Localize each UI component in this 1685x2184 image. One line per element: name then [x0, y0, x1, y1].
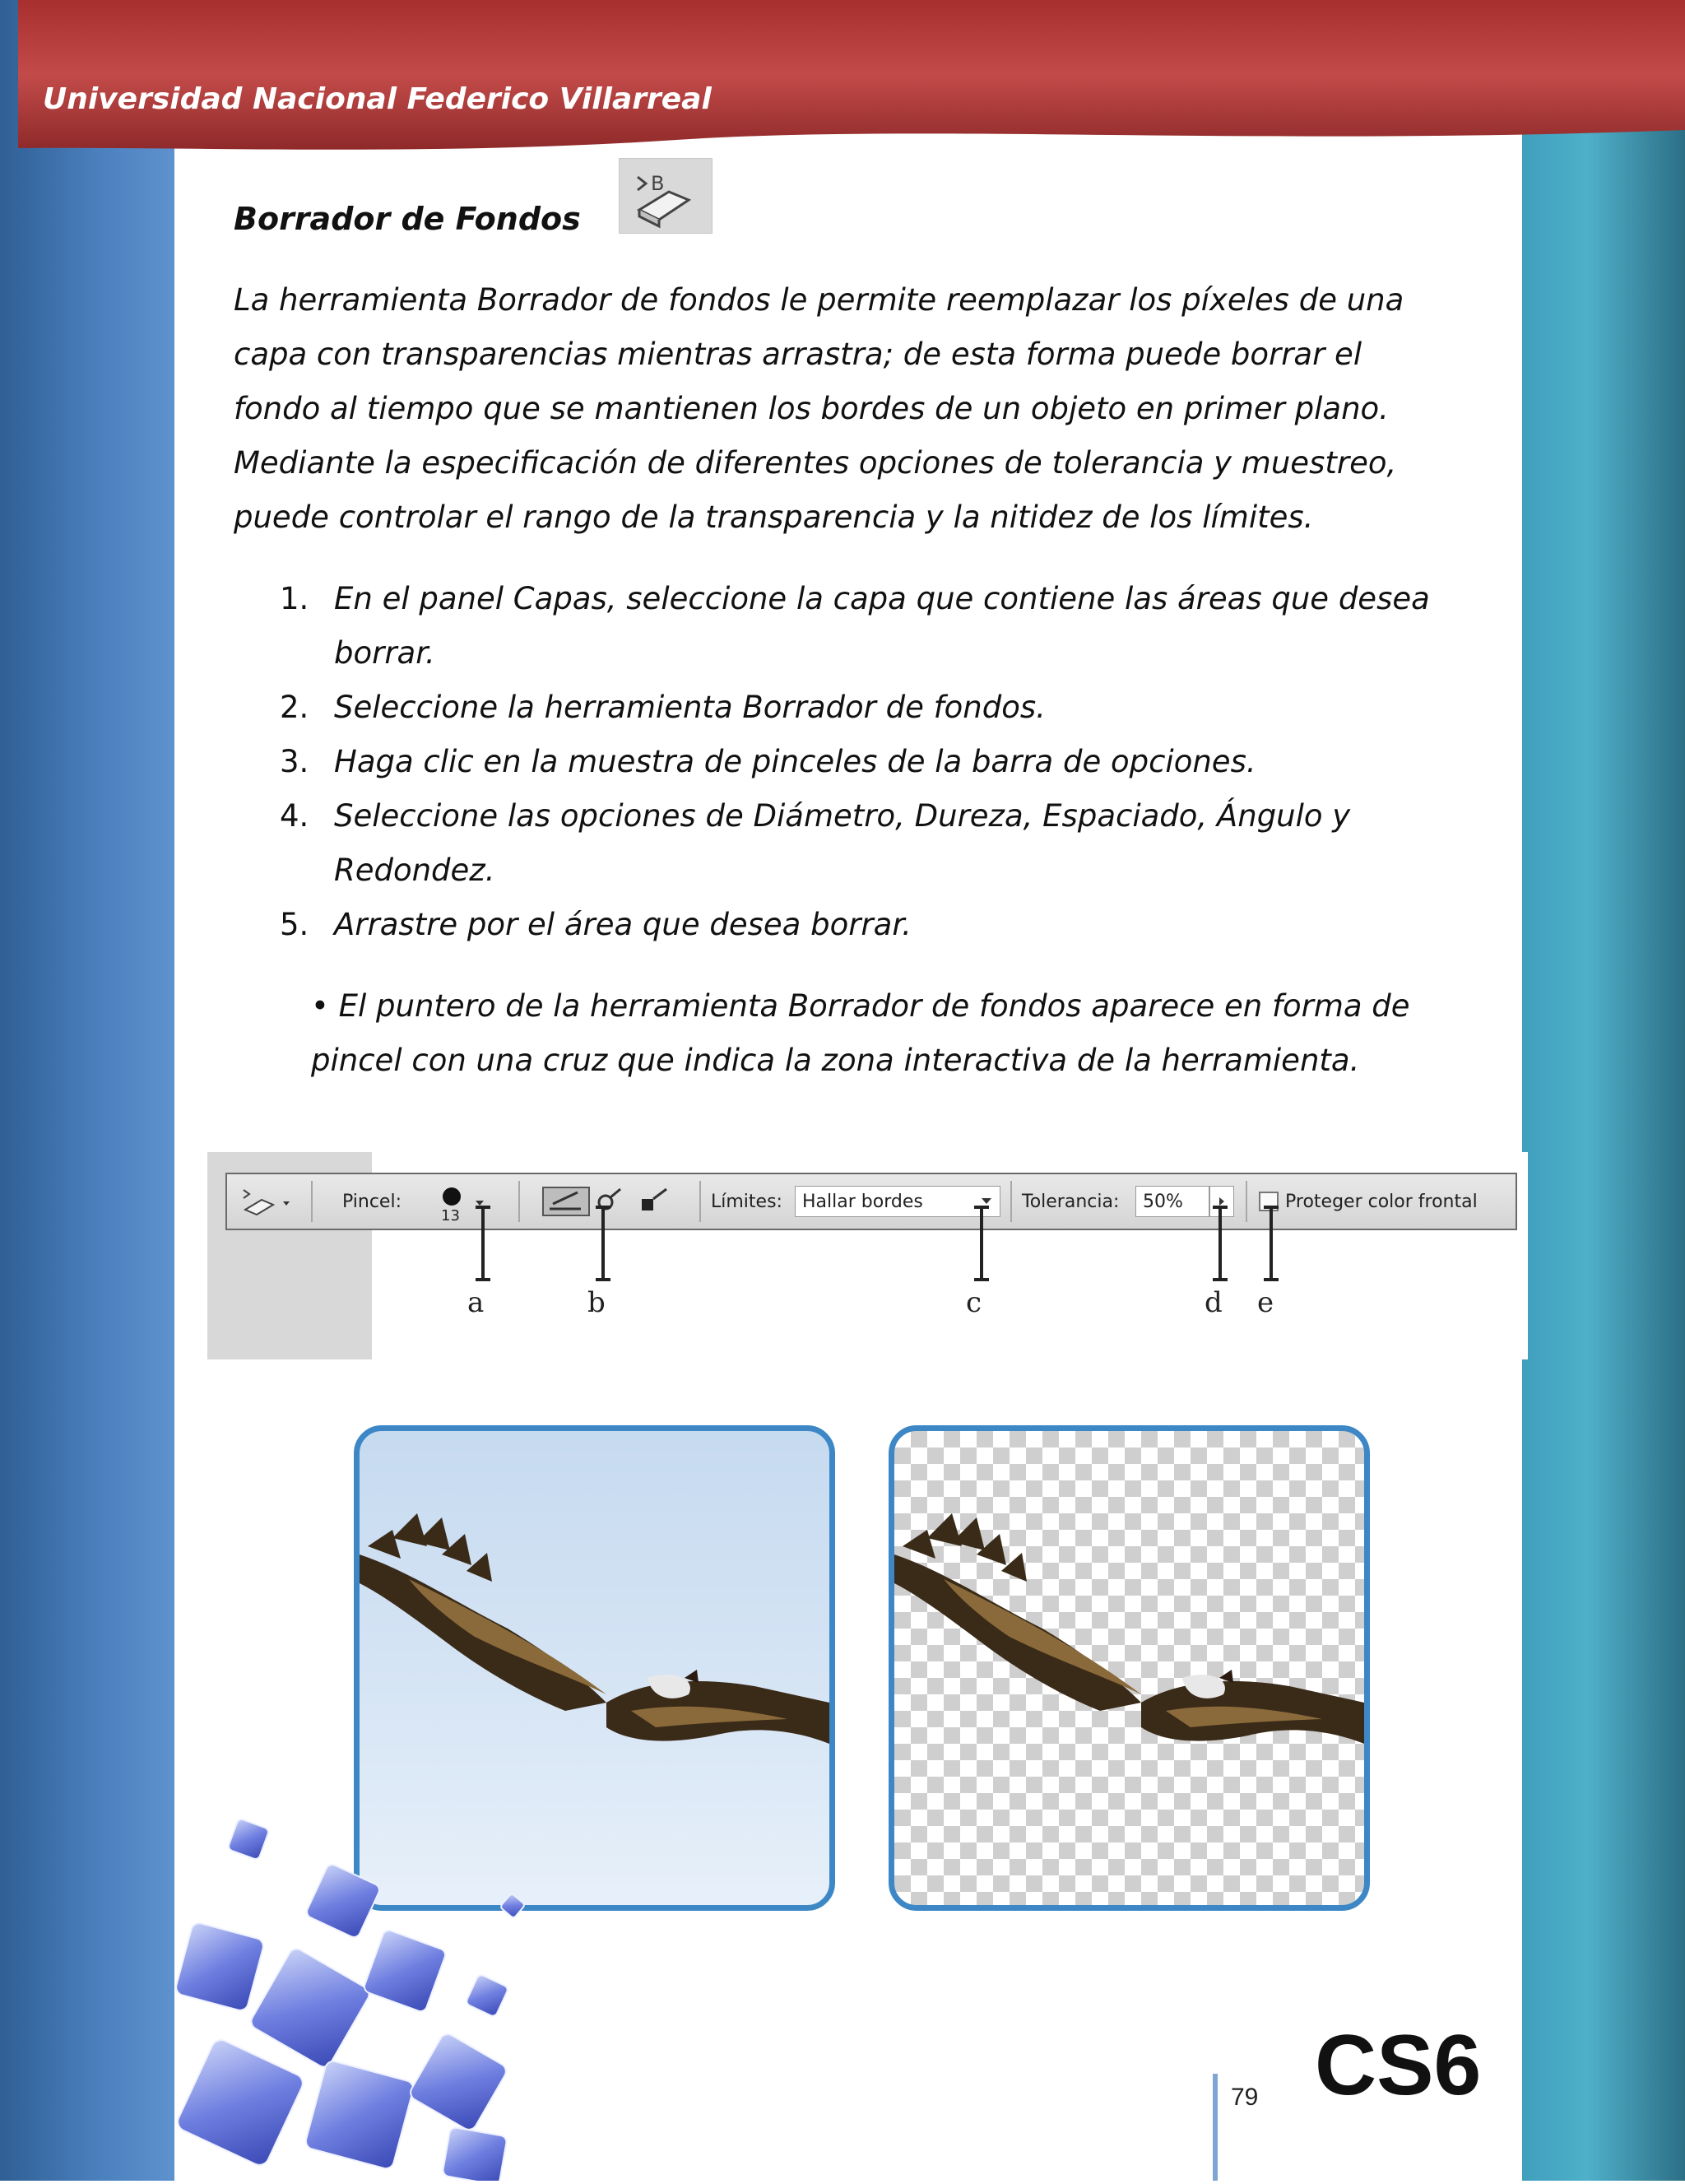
- cs6-badge: CS6: [1315, 2018, 1482, 2113]
- protect-label: Proteger color frontal: [1285, 1191, 1478, 1212]
- step-text: Haga clic en la muestra de pinceles de la barra de opciones.: [334, 744, 1256, 779]
- sampling-options: [541, 1174, 681, 1229]
- brush-size: 13: [441, 1207, 460, 1224]
- divider: [1010, 1181, 1012, 1222]
- brush-picker[interactable]: [429, 1174, 487, 1229]
- list-item: [280, 735, 1465, 789]
- callout-label: c: [966, 1286, 982, 1319]
- background-eraser-icon: [619, 158, 713, 234]
- svg-text:B: B: [651, 172, 665, 195]
- decorative-cubes: [174, 1806, 750, 2181]
- divider: [699, 1181, 701, 1222]
- list-item: [280, 572, 1465, 681]
- list-item: [280, 681, 1465, 735]
- divider: [1246, 1181, 1247, 1222]
- limits-value: Hallar bordes: [802, 1191, 923, 1212]
- left-decorative-panel: [0, 0, 174, 2181]
- limits-dropdown[interactable]: [795, 1186, 1000, 1217]
- list-item: [280, 789, 1465, 898]
- tolerance-input[interactable]: 50%: [1135, 1186, 1209, 1217]
- step-text: Seleccione la herramienta Borrador de fondos.: [334, 690, 1046, 725]
- intro-paragraph: La herramienta Borrador de fondos le permite reemplazar los píxeles de una capa con transparencias mientras arrastra; de esta forma puede borrar el fondo al tiempo que se mantienen los bordes de un objeto en primer plano. Mediante la especificación de diferentes opciones de tolerancia y muestreo, puede controlar el rango de la transparencia y la nitidez de los límites.: [234, 282, 1404, 535]
- options-bar: [225, 1173, 1517, 1230]
- eraser-tool-icon: [237, 1185, 295, 1218]
- vulture-transparent-photo: [894, 1431, 1364, 1905]
- tolerance-slider-toggle[interactable]: [1209, 1186, 1234, 1217]
- sampling-swatch-button[interactable]: [642, 1189, 666, 1210]
- brush-dot-icon: [443, 1187, 461, 1206]
- callout-label: a: [467, 1286, 485, 1319]
- chevron-down-icon: [982, 1198, 991, 1204]
- step-text: Seleccione las opciones de Diámetro, Dureza, Espaciado, Ángulo y Redondez.: [334, 798, 1351, 888]
- page-number: 79: [1231, 2084, 1259, 2111]
- divider: [311, 1181, 313, 1222]
- callout-label: d: [1205, 1286, 1223, 1319]
- divider: [518, 1181, 520, 1222]
- step-number: 2.: [280, 690, 309, 725]
- section-title: Borrador de Fondos: [234, 201, 581, 237]
- protect-foreground-option[interactable]: [1259, 1174, 1478, 1229]
- right-decorative-panel: [1522, 0, 1685, 2181]
- header-banner: [18, 0, 1685, 156]
- chevron-right-icon: [1219, 1197, 1224, 1206]
- after-image: [889, 1425, 1370, 1911]
- callout-label: e: [1257, 1286, 1274, 1319]
- list-item: [280, 898, 1465, 952]
- step-number: 1.: [280, 581, 309, 616]
- steps-list: [280, 572, 1465, 952]
- brush-label: Pincel:: [342, 1191, 402, 1212]
- step-number: 5.: [280, 907, 309, 942]
- callout-label: b: [587, 1286, 606, 1319]
- step-text: Arrastre por el área que desea borrar.: [334, 907, 912, 942]
- institution-title: Universidad Nacional Federico Villarreal: [43, 82, 712, 116]
- pointer-note: • El puntero de la herramienta Borrador de fondos aparece en forma de pincel con una cruz que indica la zona interactiva de la herramienta.: [311, 988, 1410, 1078]
- step-text: En el panel Capas, seleccione la capa que contiene las áreas que desea borrar.: [334, 581, 1430, 671]
- page-marker: [1213, 2074, 1218, 2181]
- tolerance-label: Tolerancia:: [1022, 1191, 1120, 1212]
- sampling-continuous-button[interactable]: [543, 1187, 589, 1215]
- limits-label: Límites:: [711, 1191, 782, 1212]
- tool-preset-picker[interactable]: [237, 1174, 303, 1229]
- step-number: 4.: [280, 798, 309, 834]
- step-number: 3.: [280, 744, 309, 779]
